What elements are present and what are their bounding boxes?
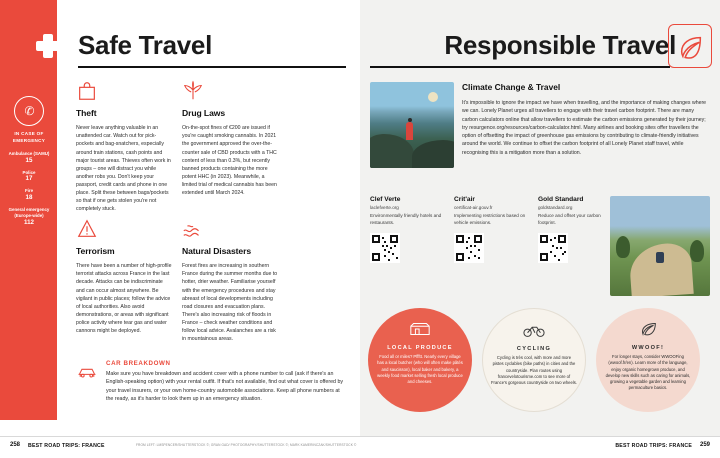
cycling-icon — [523, 322, 545, 338]
tip-text: Food all or miles? Pffftt. Nearly every village has a local butcher (who will often make pâtés and saucisson), local baker and bakery, a weekly food market selling fresh local produce and cheeses. — [377, 354, 463, 385]
section-theft — [76, 80, 172, 213]
responsible-tips — [360, 300, 720, 430]
tip-title: WWOOF! — [631, 345, 665, 351]
right-page — [360, 0, 720, 458]
tip-text: Cycling is très cool, with more and more pistes cyclables (bike paths) in cities and the countryside. Plan routes using francevelotourisme.com to see more of France's gorgeous countryside on two wheels. — [491, 355, 577, 386]
leaf-badge-icon — [668, 24, 712, 68]
emergency-number: 112 — [24, 218, 34, 226]
page-title: Responsible Travel — [444, 30, 676, 60]
tip-text: For longer stays, consider WWOOFing (wwoof.fr/en). Learn more of the language, enjoy organic homegrown produce, and develop new skills such as caring for animals, growing a vegetable garden and learning permaculture basics. — [605, 354, 691, 391]
tip-cycling — [482, 308, 586, 412]
section-text: Never leave anything valuable in an unattended car. Watch out for pick-pockets and bag-snatchers, especially around train stations, cash points and major tourist areas. Thieves often work in groups – one will distract you while another robs you. Don't keep your passport, credit cards and phone in one place. Split these between bags/pockets so that if one gets stolen you're not completely stuck. — [76, 125, 171, 212]
bag-theft-icon — [76, 80, 98, 102]
car-breakdown-callout — [76, 360, 346, 404]
emergency-number: 17 — [25, 175, 33, 183]
section-text: On-the-spot fines of €200 are issued if you're caught smoking cannabis. In 2021 the government approved the over-the-counter sale of CBD products with a THC content of less than 0.3%, but recently banned products containing the more potent HHC (in 2023). Meanwhile, a limited trial of medical cannabis has been extended until March 2024. — [182, 125, 277, 196]
cert-description: Implementing restrictions based on vehicle emissions. — [454, 213, 526, 225]
callout-text: Make sure you have breakdown and accident cover with a phone number to call (ask if there's an English-speaking option) with your rental outfit. If that's not available, find out what cover is offered by your travel insurers, or your own home-country automobile associations. Keep all phone numbers at the ready, as it's harder to look them up in an emergency situation. — [106, 371, 344, 403]
section-heading: Natural Disasters — [182, 246, 251, 256]
wave-hazard-icon — [182, 218, 204, 240]
list-item — [370, 196, 444, 263]
page-title: Safe Travel — [78, 30, 213, 60]
list-item — [538, 196, 612, 263]
climate-heading: Climate Change & Travel — [462, 82, 561, 92]
callout-heading: CAR BREAKDOWN — [106, 360, 171, 367]
tip-title: CYCLING — [516, 346, 552, 352]
emergency-label: Fire — [24, 188, 34, 194]
cert-url[interactable]: laclefverte.org — [370, 205, 399, 210]
section-heading: Drug Laws — [182, 108, 226, 118]
emergency-number: 18 — [25, 194, 33, 202]
cert-description: Reduce and offset your carbon footprint. — [538, 213, 601, 225]
section-text: There have been a number of high-profile terrorist attacks across France in the last decade. Attacks can be indiscriminate and can occur almost anywhere. Be vigilant in public places; follow the advice of local authorities. Also avoid demonstrations, or areas with significant police activity where tear gas and water cannons might be deployed. — [76, 263, 172, 334]
cannabis-leaf-icon — [182, 80, 204, 102]
terror-alert-icon — [76, 218, 98, 240]
emergency-label: Police — [22, 169, 36, 175]
right-footer — [360, 436, 720, 458]
emergency-number: 15 — [25, 156, 33, 164]
footer-label: BEST ROAD TRIPS: FRANCE — [28, 442, 105, 449]
left-footer — [0, 436, 360, 458]
local-produce-icon — [409, 321, 431, 337]
list-item — [8, 188, 50, 202]
tip-local-produce — [368, 308, 472, 412]
tip-woofing — [596, 308, 700, 412]
cert-name: Crit'air — [454, 196, 475, 203]
list-item — [454, 196, 528, 263]
emergency-label: Ambulance (SAMU) — [8, 150, 50, 156]
cert-url[interactable]: certificat-air.gouv.fr — [454, 205, 493, 210]
cyclist-countryside-photo — [610, 196, 710, 296]
footer-label: BEST ROAD TRIPS: FRANCE — [615, 442, 692, 449]
qr-code-clef-verte[interactable] — [370, 233, 400, 263]
cert-name: Clef Verte — [370, 196, 401, 203]
qr-code-critair[interactable] — [454, 233, 484, 263]
medical-cross-icon — [30, 22, 78, 70]
list-item — [8, 151, 50, 165]
photo-credit: FROM LEFT: LMSPENCER/SHUTTERSTOCK ©; GRAN GAD/ PHOTOGRAPHY/SHUTTERSTOCK ©; MARK KAMERINCZAK/SHUTTERSTOCK © — [136, 443, 357, 447]
section-natural-disasters — [182, 218, 278, 343]
list-item — [8, 207, 50, 227]
cert-description: Environmentally friendly hotels and restaurants. — [370, 213, 442, 225]
emergency-label: General emergency (Europe-wide) — [8, 207, 50, 218]
cert-url[interactable]: goldstandard.org — [538, 205, 573, 210]
section-text: Forest fires are increasing in southern France during the summer months due to hotter, drier weather. Familiarise yourself with the emergency procedures and stay abreast of local developments including road closures and evacuation plans. There's also increasing risk of floods in France – check weather conditions and follow local advice. Avalanches are a risk in mountainous areas. — [182, 263, 278, 342]
section-terrorism — [76, 218, 172, 335]
list-item — [8, 170, 50, 184]
section-heading: Terrorism — [76, 246, 115, 256]
section-heading: Theft — [76, 108, 97, 118]
title-rule — [78, 66, 346, 68]
qr-code-gold-standard[interactable] — [538, 233, 568, 263]
phone-icon: ✆ — [14, 96, 44, 126]
hiker-coastline-photo — [370, 82, 454, 168]
tip-title: LOCAL PRODUCE — [387, 345, 453, 351]
climate-text: It's impossible to ignore the impact we have when travelling, and the importance of making changes where we can. Lonely Planet urges all travellers to engage with their travel carbon footprint. There are many carbon calculators online that allow travellers to estimate the carbon emissions generated by their journey; try resurgence.org/resources/carbon-calculator.html. Many airlines and booking sites offer travellers the option of offsetting the impact of greenhouse gas emissions by contributing to climate-friendly initiatives around the world. We continue to offset the carbon footprint of all Lonely Planet staff travel, while recognising this is a mitigation more than a solution. — [462, 100, 707, 156]
emergency-numbers-box — [8, 96, 50, 232]
cert-name: Gold Standard — [538, 196, 584, 203]
section-drug-laws — [182, 80, 278, 197]
page-number: 258 — [10, 442, 21, 448]
page-number: 259 — [699, 442, 710, 448]
woofing-icon — [637, 321, 659, 337]
title-rule — [370, 66, 670, 68]
emergency-heading: IN CASE OF EMERGENCY — [12, 131, 46, 143]
car-breakdown-icon — [76, 362, 98, 380]
